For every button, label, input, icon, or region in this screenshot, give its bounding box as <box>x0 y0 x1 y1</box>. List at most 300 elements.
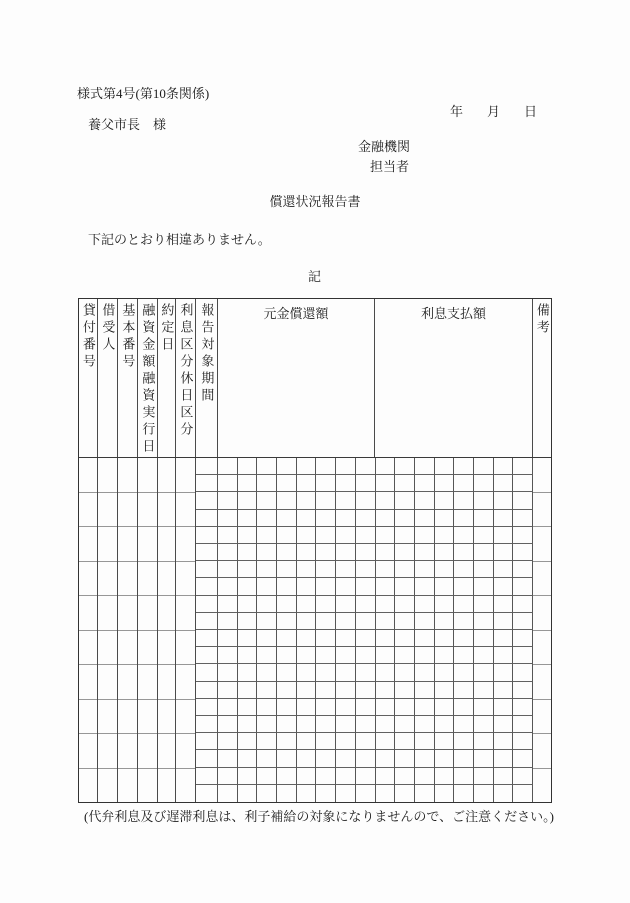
digit-cell <box>435 492 455 509</box>
digit-cell <box>257 768 277 785</box>
digit-cell <box>218 785 238 802</box>
record-cell <box>158 562 175 597</box>
digit-cell <box>415 750 435 767</box>
loan-amount-execution-date-column-body <box>138 458 158 802</box>
digit-cell <box>474 492 494 509</box>
digit-cell <box>257 475 277 492</box>
digit-cell <box>277 682 297 699</box>
digit-cell <box>454 458 474 475</box>
digit-cell <box>474 699 494 716</box>
digit-cell <box>336 750 356 767</box>
digit-cell <box>435 527 455 544</box>
digit-cell <box>238 527 258 544</box>
period-subcell <box>196 647 218 664</box>
digit-cell <box>238 578 258 595</box>
period-subcell <box>196 785 218 802</box>
digit-cell <box>257 733 277 750</box>
day-label: 日 <box>524 104 538 119</box>
digit-cell <box>316 458 336 475</box>
digit-cell <box>395 492 415 509</box>
digit-cell <box>257 510 277 527</box>
record-cell <box>98 665 117 700</box>
digit-cell <box>454 544 474 561</box>
digit-cell <box>494 510 514 527</box>
digit-cell <box>376 630 396 647</box>
digit-cell <box>277 578 297 595</box>
record-cell <box>176 631 195 666</box>
digit-cell <box>316 785 336 802</box>
record-cell <box>79 562 97 597</box>
digit-cell <box>513 475 533 492</box>
digit-cell <box>494 733 514 750</box>
digit-cell <box>316 647 336 664</box>
digit-cell <box>376 596 396 613</box>
record-cell <box>158 700 175 735</box>
record-cell <box>98 493 117 528</box>
digit-cell <box>435 510 455 527</box>
digit-cell <box>494 475 514 492</box>
digit-cell <box>218 561 238 578</box>
record-cell <box>176 769 195 803</box>
digit-cell <box>376 475 396 492</box>
record-cell <box>98 631 117 666</box>
digit-cell <box>454 630 474 647</box>
header-principal-repayment <box>218 299 375 457</box>
digit-cell <box>513 544 533 561</box>
period-subcell <box>196 578 218 595</box>
digit-cell <box>513 630 533 647</box>
period-subcell <box>196 733 218 750</box>
digit-cell <box>454 613 474 630</box>
digit-cell <box>494 544 514 561</box>
digit-cell <box>238 492 258 509</box>
digit-cell <box>218 596 238 613</box>
header-report-period <box>196 299 218 457</box>
remarks-cell <box>533 562 551 597</box>
record-cell <box>118 665 137 700</box>
record-cell <box>138 562 157 597</box>
digit-cell <box>336 647 356 664</box>
header-basic-number <box>118 299 138 457</box>
digit-cell <box>297 596 317 613</box>
header-remarks-label: 備考 <box>534 303 550 337</box>
digit-cell <box>356 475 376 492</box>
digit-cell <box>474 561 494 578</box>
digit-cell <box>238 647 258 664</box>
digit-cell <box>238 699 258 716</box>
digit-cell <box>395 699 415 716</box>
record-cell <box>79 596 97 631</box>
digit-cell <box>435 750 455 767</box>
digit-cell <box>336 458 356 475</box>
digit-cell <box>454 561 474 578</box>
digit-cell <box>454 682 474 699</box>
digit-cell <box>356 699 376 716</box>
digit-cell <box>494 458 514 475</box>
digit-cell <box>435 682 455 699</box>
header-interest-payment <box>375 299 533 457</box>
digit-cell <box>297 578 317 595</box>
digit-cell <box>474 613 494 630</box>
digit-cell <box>395 527 415 544</box>
remarks-cell <box>533 493 551 528</box>
digit-cell <box>238 561 258 578</box>
digit-cell <box>316 544 336 561</box>
digit-cell <box>277 647 297 664</box>
digit-cell <box>297 475 317 492</box>
digit-cell <box>415 544 435 561</box>
record-cell <box>98 596 117 631</box>
digit-cell <box>336 664 356 681</box>
digit-cell <box>257 492 277 509</box>
digit-cell <box>316 492 336 509</box>
digit-cell <box>474 733 494 750</box>
digit-cell <box>474 458 494 475</box>
digit-cell <box>277 785 297 802</box>
digit-cell <box>454 527 474 544</box>
digit-cell <box>415 492 435 509</box>
digit-cell <box>218 544 238 561</box>
digit-cell <box>238 733 258 750</box>
record-cell <box>79 493 97 528</box>
digit-cell <box>454 492 474 509</box>
digit-cell <box>277 596 297 613</box>
digit-cell <box>218 664 238 681</box>
digit-cell <box>316 527 336 544</box>
digit-cell <box>316 561 336 578</box>
record-cell <box>98 769 117 803</box>
digit-cell <box>257 664 277 681</box>
digit-cell <box>218 475 238 492</box>
period-subcell <box>196 682 218 699</box>
record-cell <box>138 734 157 769</box>
digit-cell <box>513 578 533 595</box>
record-cell <box>176 700 195 735</box>
digit-cell <box>415 527 435 544</box>
digit-cell <box>316 630 336 647</box>
header-interest-payment-label: 利息支払額 <box>420 306 486 321</box>
digit-cell <box>238 613 258 630</box>
digit-cell <box>238 664 258 681</box>
digit-cell <box>297 458 317 475</box>
record-cell <box>118 458 137 493</box>
record-cell <box>138 527 157 562</box>
digit-cell <box>415 561 435 578</box>
financial-institution-label: 金融機関 <box>358 139 411 154</box>
digit-cell <box>415 596 435 613</box>
digit-cell <box>474 716 494 733</box>
digit-cell <box>218 613 238 630</box>
period-subcell <box>196 716 218 733</box>
digit-cell <box>316 750 336 767</box>
digit-cell <box>356 768 376 785</box>
digit-cell <box>454 475 474 492</box>
record-cell <box>118 631 137 666</box>
header-basic-number-label: 基本番号 <box>120 303 136 371</box>
digit-cell <box>277 561 297 578</box>
digit-cell <box>316 578 336 595</box>
period-subcell <box>196 527 218 544</box>
digit-cell <box>415 510 435 527</box>
digit-cell <box>316 733 336 750</box>
digit-cell <box>494 630 514 647</box>
digit-cell <box>336 492 356 509</box>
digit-cell <box>297 630 317 647</box>
digit-cell <box>336 561 356 578</box>
digit-cell <box>277 613 297 630</box>
digit-cell <box>454 664 474 681</box>
digit-cell <box>435 733 455 750</box>
digit-cell <box>474 596 494 613</box>
record-cell <box>79 665 97 700</box>
digit-cell <box>277 768 297 785</box>
digit-cell <box>218 510 238 527</box>
year-label: 年 <box>450 104 464 119</box>
digit-cell <box>297 768 317 785</box>
digit-cell <box>513 527 533 544</box>
statement-text: 下記のとおり相違ありません。 <box>88 232 271 247</box>
digit-cell <box>356 785 376 802</box>
period-subcell <box>196 596 218 613</box>
period-subcell <box>196 492 218 509</box>
person-in-charge-label: 担当者 <box>370 159 410 174</box>
digit-cell <box>257 647 277 664</box>
digit-cell <box>356 682 376 699</box>
digit-cell <box>297 647 317 664</box>
digit-cell <box>297 492 317 509</box>
remarks-cell <box>533 527 551 562</box>
digit-cell <box>218 647 238 664</box>
period-subcell <box>196 561 218 578</box>
digit-cell <box>356 544 376 561</box>
digit-cell <box>494 768 514 785</box>
period-subcell <box>196 750 218 767</box>
digit-cell <box>376 458 396 475</box>
digit-cell <box>474 785 494 802</box>
digit-cell <box>238 510 258 527</box>
digit-cell <box>376 613 396 630</box>
record-cell <box>118 769 137 803</box>
digit-cell <box>297 561 317 578</box>
digit-cell <box>494 527 514 544</box>
digit-cell <box>218 578 238 595</box>
digit-cell <box>316 596 336 613</box>
digit-cell <box>257 458 277 475</box>
record-cell <box>79 458 97 493</box>
digit-cell <box>395 647 415 664</box>
digit-cell <box>454 596 474 613</box>
table-body <box>79 458 551 802</box>
digit-cell <box>376 750 396 767</box>
digit-cell <box>415 716 435 733</box>
digit-cell <box>395 716 415 733</box>
digit-cell <box>257 596 277 613</box>
digit-cell <box>513 510 533 527</box>
table-header-row <box>79 299 551 458</box>
digit-cell <box>218 458 238 475</box>
record-cell <box>79 734 97 769</box>
header-interest-holiday-class-label: 利息区分休日区分 <box>178 303 194 439</box>
digit-cell <box>395 544 415 561</box>
digit-cell <box>376 682 396 699</box>
digit-cell <box>277 716 297 733</box>
record-cell <box>158 527 175 562</box>
digit-cell <box>415 682 435 699</box>
record-cell <box>98 527 117 562</box>
digit-cell <box>513 699 533 716</box>
digit-cell <box>336 544 356 561</box>
digit-cell <box>395 458 415 475</box>
digit-cell <box>297 750 317 767</box>
record-cell <box>118 527 137 562</box>
digit-cell <box>356 733 376 750</box>
record-cell <box>138 458 157 493</box>
record-cell <box>138 493 157 528</box>
record-cell <box>176 493 195 528</box>
record-cell <box>158 493 175 528</box>
digit-cell <box>257 544 277 561</box>
record-cell <box>118 493 137 528</box>
digit-cell <box>415 475 435 492</box>
digit-cell <box>395 733 415 750</box>
interest-holiday-class-column-body <box>176 458 196 802</box>
digit-cell <box>435 613 455 630</box>
digit-cell <box>376 647 396 664</box>
digit-cell <box>435 458 455 475</box>
digit-cell <box>356 596 376 613</box>
record-cell <box>176 734 195 769</box>
repayment-status-table <box>78 298 552 803</box>
record-cell <box>118 700 137 735</box>
digit-cell <box>435 561 455 578</box>
record-cell <box>138 700 157 735</box>
header-loan-number <box>79 299 98 457</box>
digit-cell <box>454 733 474 750</box>
header-loan-number-label: 貸付番号 <box>80 303 96 371</box>
amount-digit-grid <box>196 458 533 802</box>
digit-cell <box>316 768 336 785</box>
digit-cell <box>474 527 494 544</box>
period-subcell <box>196 475 218 492</box>
header-principal-repayment-label: 元金償還額 <box>263 306 329 321</box>
addressee: 養父市長 様 <box>88 117 167 132</box>
digit-cell <box>415 733 435 750</box>
digit-cell <box>494 716 514 733</box>
digit-cell <box>297 664 317 681</box>
digit-cell <box>395 613 415 630</box>
digit-cell <box>474 664 494 681</box>
digit-cell <box>297 510 317 527</box>
digit-cell <box>454 510 474 527</box>
digit-cell <box>356 613 376 630</box>
digit-cell <box>494 647 514 664</box>
record-cell <box>98 562 117 597</box>
digit-cell <box>297 613 317 630</box>
record-marker: 記 <box>307 269 322 284</box>
digit-cell <box>277 527 297 544</box>
digit-cell <box>356 716 376 733</box>
digit-cell <box>257 630 277 647</box>
record-cell <box>158 734 175 769</box>
digit-cell <box>297 716 317 733</box>
header-remarks <box>533 299 551 457</box>
digit-cell <box>474 475 494 492</box>
digit-cell <box>277 475 297 492</box>
digit-cell <box>316 510 336 527</box>
digit-cell <box>454 647 474 664</box>
digit-cell <box>238 458 258 475</box>
digit-cell <box>277 750 297 767</box>
record-cell <box>138 665 157 700</box>
header-borrower <box>98 299 118 457</box>
digit-cell <box>257 613 277 630</box>
record-cell <box>118 562 137 597</box>
record-cell <box>158 458 175 493</box>
digit-cell <box>513 458 533 475</box>
digit-cell <box>395 475 415 492</box>
digit-cell <box>395 510 415 527</box>
digit-cell <box>277 544 297 561</box>
digit-cell <box>435 716 455 733</box>
digit-cell <box>356 578 376 595</box>
digit-cell <box>474 630 494 647</box>
digit-cell <box>336 716 356 733</box>
digit-cell <box>494 596 514 613</box>
digit-cell <box>376 664 396 681</box>
digit-cell <box>336 510 356 527</box>
record-cell <box>98 700 117 735</box>
digit-cell <box>316 682 336 699</box>
digit-cell <box>356 492 376 509</box>
digit-cell <box>513 613 533 630</box>
agreement-date-column-body <box>158 458 176 802</box>
record-cell <box>98 458 117 493</box>
digit-cell <box>238 716 258 733</box>
record-cell <box>176 527 195 562</box>
digit-cell <box>494 785 514 802</box>
digit-cell <box>336 768 356 785</box>
digit-cell <box>395 596 415 613</box>
digit-cell <box>395 561 415 578</box>
digit-cell <box>297 527 317 544</box>
digit-cell <box>218 733 238 750</box>
digit-cell <box>376 785 396 802</box>
digit-cell <box>513 492 533 509</box>
period-subcell <box>196 630 218 647</box>
digit-cell <box>513 785 533 802</box>
digit-cell <box>336 596 356 613</box>
digit-cell <box>297 699 317 716</box>
record-cell <box>158 769 175 803</box>
digit-cell <box>277 733 297 750</box>
digit-cell <box>415 578 435 595</box>
digit-cell <box>277 699 297 716</box>
digit-cell <box>435 475 455 492</box>
digit-cell <box>415 613 435 630</box>
digit-cell <box>435 647 455 664</box>
record-cell <box>176 665 195 700</box>
record-cell <box>176 458 195 493</box>
digit-cell <box>316 475 336 492</box>
digit-cell <box>376 699 396 716</box>
digit-cell <box>415 630 435 647</box>
digit-cell <box>435 768 455 785</box>
digit-cell <box>513 768 533 785</box>
header-interest-holiday-class <box>176 299 196 457</box>
digit-cell <box>238 630 258 647</box>
digit-cell <box>297 682 317 699</box>
record-cell <box>118 734 137 769</box>
